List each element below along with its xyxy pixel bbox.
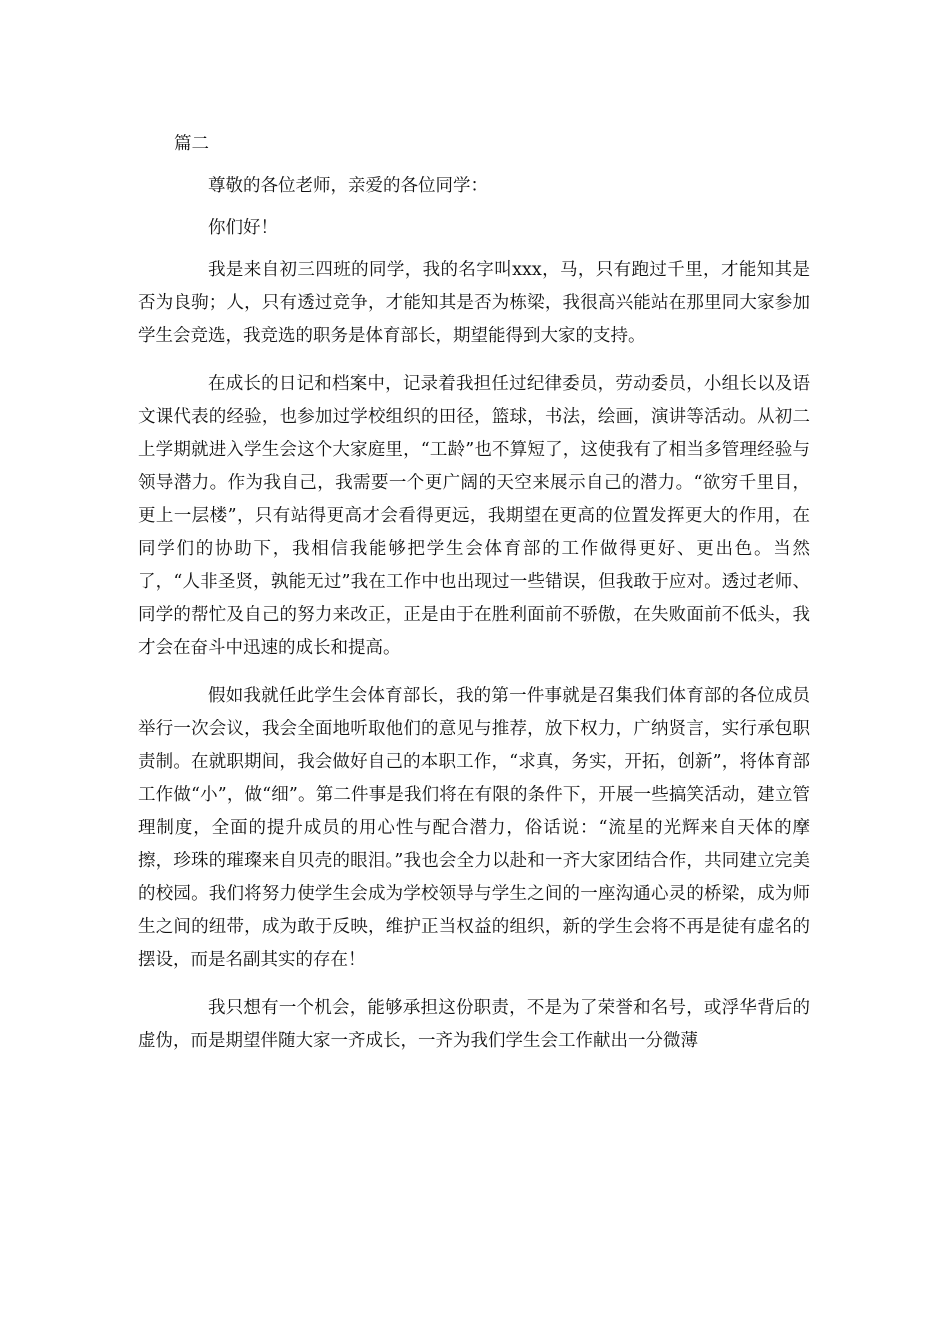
document-body bbox=[138, 128, 810, 1073]
greeting: 你们好！ bbox=[208, 218, 278, 238]
salutation: 尊敬的各位老师，亲爱的各位同学： bbox=[208, 176, 488, 196]
section-title: 篇二 bbox=[174, 134, 209, 154]
paragraph-plans: 假如我就任此学生会体育部长，我的第一件事就是召集我们体育部的各位成员举行一次会议，我会全面地听取他们的意见与推荐，放下权力，广纳贤言，实行承包职责制。在就职期间，我会做好自己的本职工作，“求真，务实，开拓，创新”，将体育部工作做“小”，做“细”。第二件事是我们将在有限的条件下，开展一些搞笑活动，建立管理制度，全面的提升成员的用心性与配合潜力，俗话说：“流星的光辉来自天体的摩擦，珍珠的璀璨来自贝壳的眼泪。”我也会全力以赴和一齐大家团结合作，共同建立完美的校园。我们将努力使学生会成为学校领导与学生之间的一座沟通心灵的桥梁，成为师生之间的纽带，成为敢于反映，维护正当权益的组织，新的学生会将不再是徒有虚名的摆设，而是名副其实的存在！ bbox=[138, 686, 810, 970]
paragraph-closing: 我只想有一个机会，能够承担这份职责，不是为了荣誉和名号，或浮华背后的虚伪，而是期望伴随大家一齐成长，一齐为我们学生会工作献出一分微薄 bbox=[138, 998, 810, 1051]
paragraph-experience: 在成长的日记和档案中，记录着我担任过纪律委员，劳动委员，小组长以及语文课代表的经验，也参加过学校组织的田径，篮球，书法，绘画，演讲等活动。从初二上学期就进入学生会这个大家庭里，“工龄”也不算短了，这使我有了相当多管理经验与领导潜力。作为我自己，我需要一个更广阔的天空来展示自己的潜力。“欲穷千里目，更上一层楼”，只有站得更高才会看得更远，我期望在更高的位置发挥更大的作用，在同学们的协助下，我相信我能够把学生会体育部的工作做得更好、更出色。当然了，“人非圣贤，孰能无过”我在工作中也出现过一些错误，但我敢于应对。透过老师、同学的帮忙及自己的努力来改正，正是由于在胜利面前不骄傲，在失败面前不低头，我才会在奋斗中迅速的成长和提高。 bbox=[138, 374, 810, 658]
paragraph-introduction: 我是来自初三四班的同学，我的名字叫xxx，马，只有跑过千里，才能知其是否为良驹；人，只有透过竞争，才能知其是否为栋梁，我很高兴能站在那里同大家参加学生会竞选，我竞选的职务是体育部长，期望能得到大家的支持。 bbox=[138, 260, 810, 346]
